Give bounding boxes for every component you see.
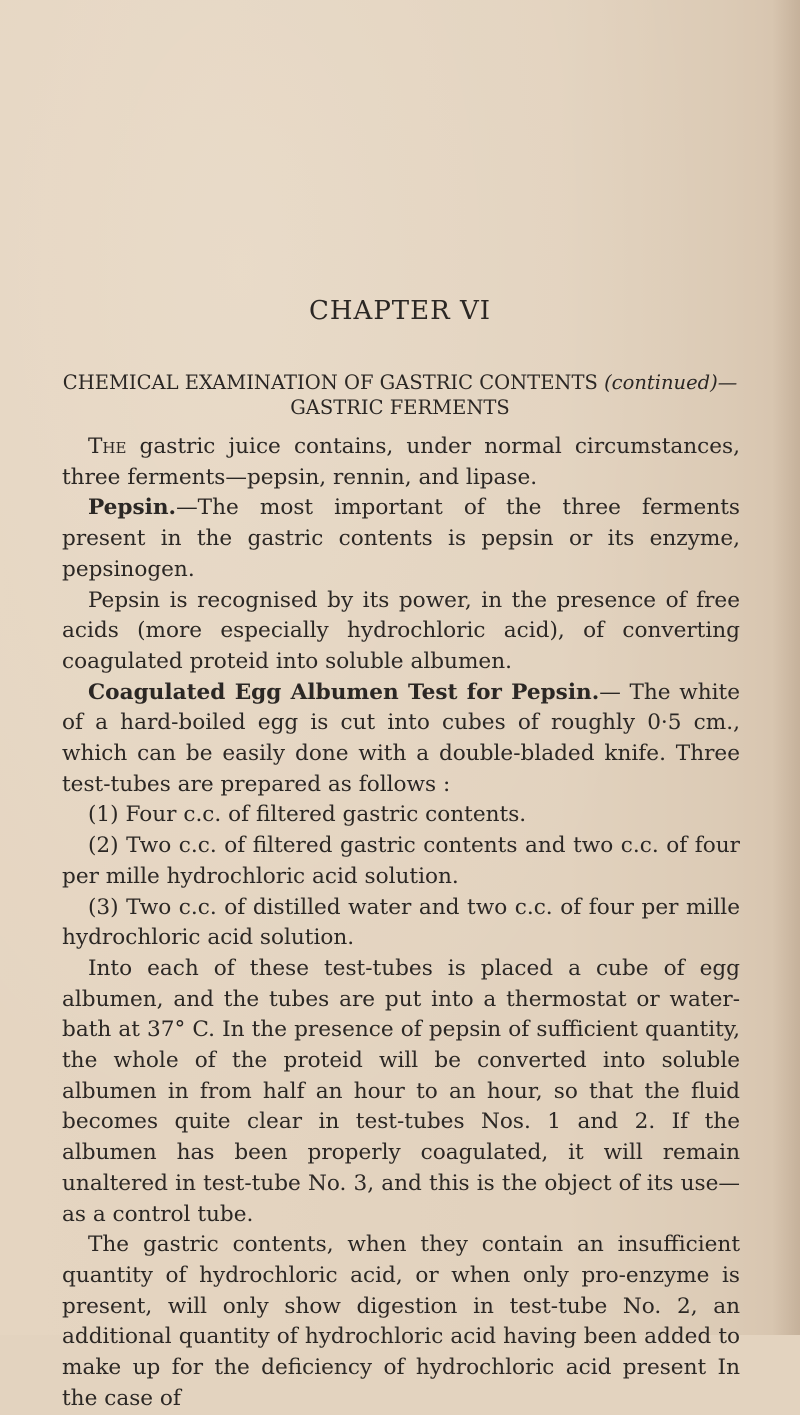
body-text <box>62 432 740 1415</box>
section-heading-pepsin: Pepsin. <box>88 495 177 521</box>
chapter-title: CHAPTER VI <box>308 296 492 326</box>
chapter-subtitle <box>60 370 740 420</box>
paragraph-text: — The white of a hard-boiled egg is cut into cubes of roughly 0·5 cm., which can be easily done with a double-bladed knife. Three test-tubes are prepared as follows : <box>62 679 740 797</box>
paragraph-procedure: Into each of these test-tubes is placed a cube of egg albumen, and the tubes are put into a thermostat or water-bath at 37° C. In the presence of pepsin of sufficient quantity, the whole of the proteid will be converted into soluble albumen in from half an hour to an hour, so that the fluid becomes quite clear in test-tubes Nos. 1 and 2. If the albumen has been properly coagulated, it will remain unaltered in test-tube No. 3, and this is the object of its use—as a control tube. <box>62 955 740 1227</box>
section-heading-egg-albumen-test: Coagulated Egg Albumen Test for Pepsin. <box>88 679 600 705</box>
paragraph-intro <box>62 432 740 493</box>
paragraph-text: gastric juice contains, under normal circumstances, three ferments—pepsin, rennin, and lipase. <box>62 434 740 490</box>
subtitle-second-line: GASTRIC FERMENTS <box>290 396 510 419</box>
paragraph-text: —The most important of the three ferments present in the gastric contents is pepsin or its enzyme, pepsinogen. <box>62 495 740 582</box>
list-item-tube-1: (1) Four c.c. of filtered gastric contents. <box>88 802 527 828</box>
paragraph-insufficient-acid: The gastric contents, when they contain an insufficient quantity of hydrochloric acid, or when only pro-enzyme is present, will only show digestion in test-tube No. 2, an additional quantity of hydrochloric acid having been added to make up for the deficiency of hydrochloric acid present In the case of <box>62 1232 740 1411</box>
list-item-tube-3: (3) Two c.c. of distilled water and two c.c. of four per mille hydrochloric acid solution. <box>62 894 740 951</box>
list-item-tube-2: (2) Two c.c. of filtered gastric contents and two c.c. of four per mille hydrochloric acid solution. <box>62 833 740 889</box>
subtitle-continued: (continued)— <box>604 371 738 394</box>
paragraph-egg-albumen-test <box>62 678 740 801</box>
paragraph-pepsin-recognition: Pepsin is recognised by its power, in the presence of free acids (more especially hydrochloric acid), of converting coagulated proteid into soluble albumen. <box>62 587 740 674</box>
page-edge-shadow <box>772 0 800 1335</box>
paragraph-pepsin <box>62 493 740 585</box>
paragraph-lead-word: The <box>88 434 127 459</box>
subtitle-main: CHEMICAL EXAMINATION OF GASTRIC CONTENTS <box>62 371 598 394</box>
